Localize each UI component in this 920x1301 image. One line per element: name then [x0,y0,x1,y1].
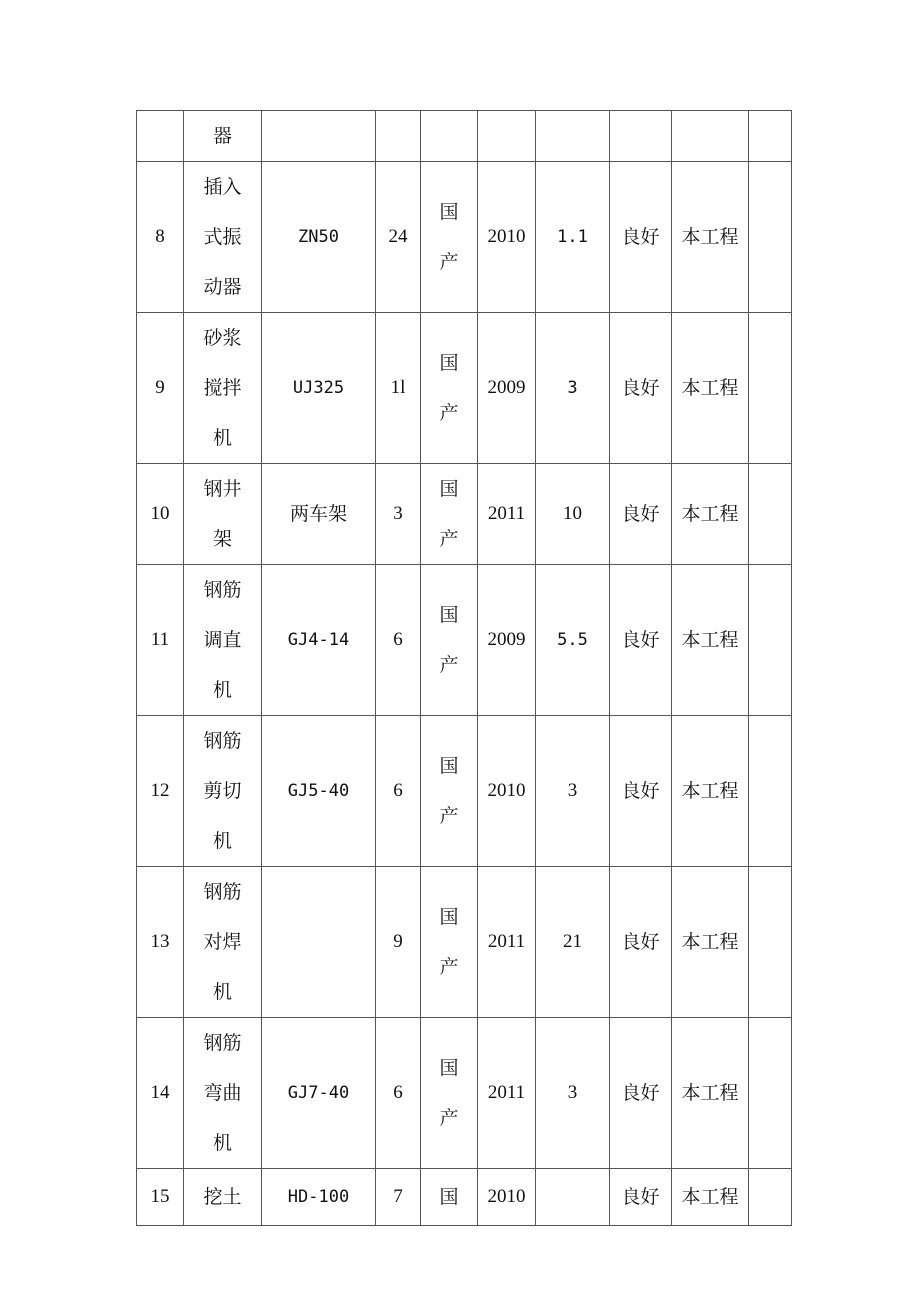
cell-origin: 国产 [421,716,478,867]
cell-qty: 24 [376,162,421,313]
equipment-table [136,110,792,1226]
cell-name: 挖土 [184,1169,262,1226]
cell-power: 3 [536,313,610,464]
cell-name: 插入式振动器 [184,162,262,313]
table-row [137,565,792,716]
cell-condition: 良好 [610,1169,672,1226]
cell-year: 2010 [478,1169,536,1226]
cell-origin: 国产 [421,313,478,464]
cell-location: 本工程 [672,867,749,1018]
cell-power: 10 [536,464,610,565]
cell-origin: 国产 [421,565,478,716]
cell-qty: 6 [376,1018,421,1169]
cell-remark [749,867,792,1018]
cell-remark [749,162,792,313]
cell-model: HD-100 [262,1169,376,1226]
cell-year: 2011 [478,1018,536,1169]
table-row [137,111,792,162]
cell-remark [749,716,792,867]
cell-qty [376,111,421,162]
cell-name: 钢筋调直机 [184,565,262,716]
cell-no: 12 [137,716,184,867]
cell-location [672,111,749,162]
cell-power: 3 [536,716,610,867]
cell-year: 2011 [478,867,536,1018]
cell-power [536,111,610,162]
cell-origin: 国产 [421,867,478,1018]
cell-model: GJ5-40 [262,716,376,867]
cell-location: 本工程 [672,1169,749,1226]
cell-remark [749,313,792,464]
cell-name: 器 [184,111,262,162]
cell-origin: 国 [421,1169,478,1226]
cell-origin: 国产 [421,1018,478,1169]
cell-remark [749,111,792,162]
cell-name: 钢井架 [184,464,262,565]
cell-location: 本工程 [672,565,749,716]
cell-qty: 3 [376,464,421,565]
cell-power: 21 [536,867,610,1018]
cell-model: GJ7-40 [262,1018,376,1169]
table-row [137,1169,792,1226]
cell-model: ZN50 [262,162,376,313]
cell-power: 3 [536,1018,610,1169]
cell-condition: 良好 [610,867,672,1018]
cell-condition: 良好 [610,1018,672,1169]
cell-remark [749,1169,792,1226]
cell-condition: 良好 [610,464,672,565]
cell-origin [421,111,478,162]
cell-model [262,111,376,162]
cell-no: 10 [137,464,184,565]
cell-location: 本工程 [672,464,749,565]
table-row [137,464,792,565]
cell-no: 14 [137,1018,184,1169]
cell-power: 5.5 [536,565,610,716]
cell-condition: 良好 [610,162,672,313]
cell-model [262,867,376,1018]
table-row [137,716,792,867]
cell-location: 本工程 [672,313,749,464]
cell-name: 钢筋剪切机 [184,716,262,867]
cell-condition: 良好 [610,313,672,464]
cell-remark [749,464,792,565]
cell-qty: 7 [376,1169,421,1226]
cell-qty: 6 [376,716,421,867]
table-row [137,162,792,313]
cell-name: 钢筋弯曲机 [184,1018,262,1169]
cell-origin: 国产 [421,464,478,565]
cell-remark [749,565,792,716]
cell-qty: 1l [376,313,421,464]
cell-location: 本工程 [672,716,749,867]
cell-model: GJ4-14 [262,565,376,716]
cell-location: 本工程 [672,1018,749,1169]
cell-no: 9 [137,313,184,464]
cell-qty: 6 [376,565,421,716]
cell-no: 13 [137,867,184,1018]
cell-remark [749,1018,792,1169]
cell-name: 砂浆搅拌机 [184,313,262,464]
cell-name: 钢筋对焊机 [184,867,262,1018]
cell-year: 2009 [478,313,536,464]
cell-location: 本工程 [672,162,749,313]
cell-condition: 良好 [610,716,672,867]
cell-no [137,111,184,162]
cell-year [478,111,536,162]
cell-year: 2011 [478,464,536,565]
cell-no: 8 [137,162,184,313]
cell-power [536,1169,610,1226]
cell-year: 2009 [478,565,536,716]
cell-condition [610,111,672,162]
table-row [137,313,792,464]
cell-qty: 9 [376,867,421,1018]
cell-power: 1.1 [536,162,610,313]
table-row [137,867,792,1018]
cell-year: 2010 [478,162,536,313]
table-row [137,1018,792,1169]
cell-model: 两车架 [262,464,376,565]
cell-model: UJ325 [262,313,376,464]
cell-year: 2010 [478,716,536,867]
cell-no: 11 [137,565,184,716]
cell-no: 15 [137,1169,184,1226]
cell-origin: 国产 [421,162,478,313]
cell-condition: 良好 [610,565,672,716]
